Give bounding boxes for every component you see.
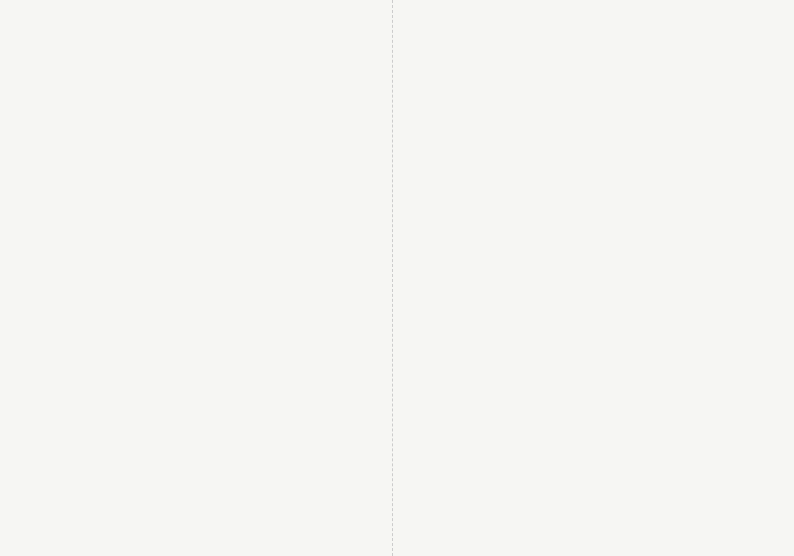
fold-line: [392, 0, 393, 556]
right-column: [400, 0, 784, 556]
left-column: [18, 0, 390, 556]
